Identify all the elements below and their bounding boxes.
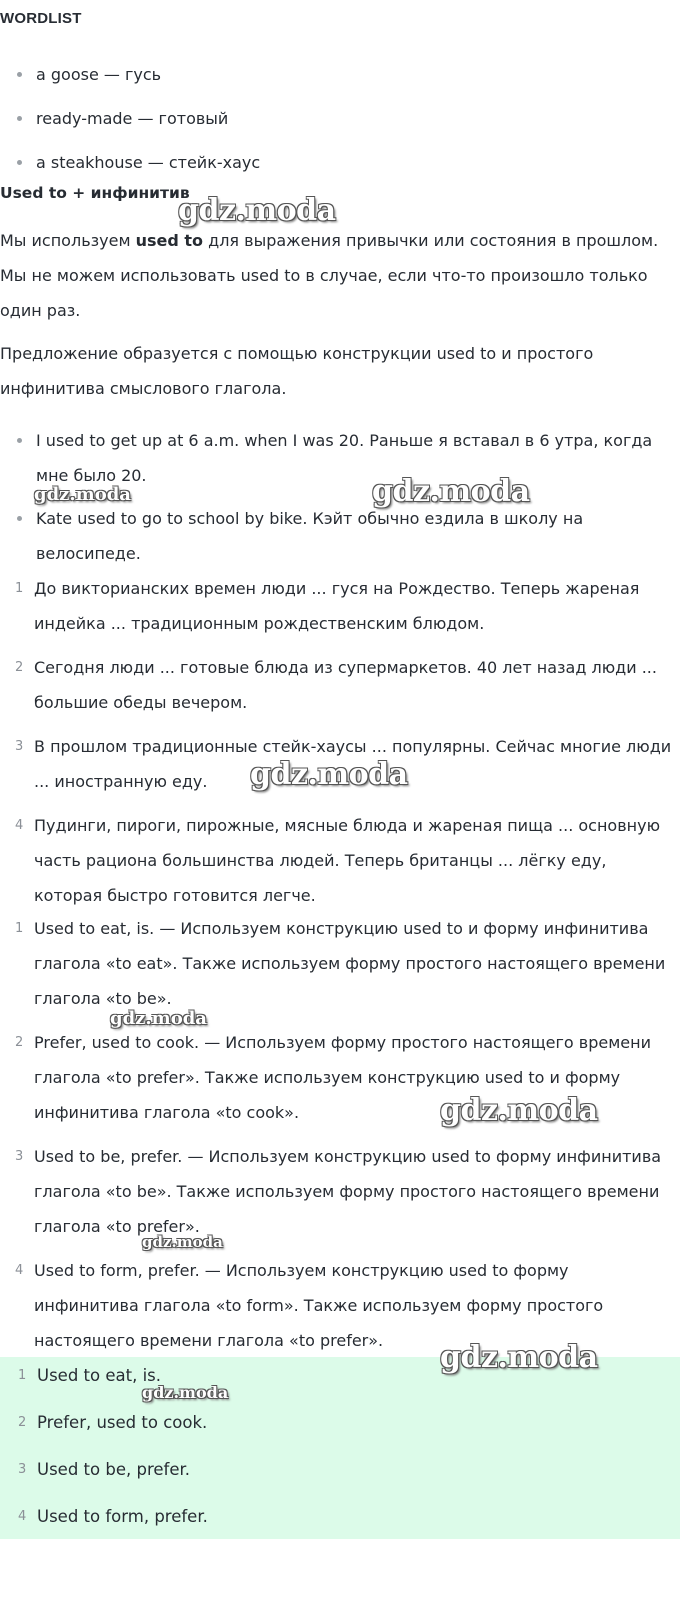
wordlist-item: a steakhouse — стейк-хаус bbox=[0, 145, 680, 180]
answer-item bbox=[3, 1499, 675, 1534]
rule-text: для выражения привычки или состояния в прошлом. Мы не можем использовать used to в случае, если что-то произошло только один раз. bbox=[0, 231, 659, 320]
task-item bbox=[0, 650, 672, 720]
watermark: gdz.moda bbox=[440, 1093, 598, 1128]
solution-text: Used to eat, is. — Используем конструкцию used to и форму инфинитива глагола «to eat». Также используем форму простого настоящего времени глагола «to be». bbox=[34, 919, 666, 1008]
item-number: 1 bbox=[18, 1368, 27, 1383]
answers-list bbox=[3, 1358, 675, 1546]
watermark: gdz.moda bbox=[178, 193, 336, 228]
watermark: gdz.moda bbox=[34, 484, 131, 505]
rule-paragraph bbox=[0, 223, 672, 328]
item-number: 1 bbox=[15, 581, 24, 596]
item-number: 3 bbox=[18, 1462, 27, 1477]
watermark: gdz.moda bbox=[250, 757, 408, 792]
item-number: 3 bbox=[15, 739, 24, 754]
solution-text: Used to be, prefer. — Используем конструкцию used to форму инфинитива глагола «to be». Также используем форму простого настоящего времени глагола «to prefer». bbox=[34, 1147, 662, 1236]
wordlist-item: ready-made — готовый bbox=[0, 101, 680, 136]
solution-item bbox=[0, 911, 672, 1016]
item-number: 1 bbox=[15, 921, 24, 936]
solution-text: Used to form, prefer. — Используем конструкцию used to форму инфинитива глагола «to form». Также используем форму простого настоящего времени глагола «to prefer». bbox=[34, 1261, 604, 1350]
answer-item bbox=[3, 1452, 675, 1487]
item-number: 3 bbox=[15, 1149, 24, 1164]
watermark: gdz.moda bbox=[372, 474, 530, 509]
task-item bbox=[0, 571, 672, 641]
answer-text: Prefer, used to cook. bbox=[37, 1413, 208, 1432]
answer-text: Used to form, prefer. bbox=[37, 1507, 208, 1526]
task-item bbox=[0, 808, 672, 913]
answer-text: Used to be, prefer. bbox=[37, 1460, 190, 1479]
item-number: 4 bbox=[15, 818, 24, 833]
item-number: 2 bbox=[15, 660, 24, 675]
rule-keyword: used to bbox=[135, 231, 204, 250]
watermark: gdz.moda bbox=[142, 1383, 229, 1402]
task-text: До викторианских времен люди ... гуся на Рождество. Теперь жареная индейка ... традиционным рождественским блюдом. bbox=[34, 579, 640, 633]
rule-paragraph: Предложение образуется с помощью конструкции used to и простого инфинитива смыслового глагола. bbox=[0, 344, 594, 398]
task-text: Сегодня люди ... готовые блюда из супермаркетов. 40 лет назад люди ... большие обеды вечером. bbox=[34, 658, 657, 712]
example-item: Kate used to go to school by bike. Кэйт обычно ездила в школу на велосипеде. bbox=[0, 501, 680, 571]
task-text: Пудинги, пироги, пирожные, мясные блюда и жареная пища ... основную часть рациона большинства людей. Теперь британцы ... лёгку еду, которая быстро готовится легче. bbox=[34, 816, 661, 905]
item-number: 2 bbox=[15, 1035, 24, 1050]
solutions-list bbox=[0, 911, 672, 1367]
task-text: В прошлом традиционные стейк-хаусы ... популярны. Сейчас многие люди ... иностранную еду. bbox=[34, 737, 672, 791]
solution-item bbox=[0, 1139, 672, 1244]
wordlist bbox=[0, 57, 680, 189]
watermark: gdz.moda bbox=[110, 1008, 207, 1029]
watermark: gdz.moda bbox=[142, 1233, 223, 1251]
tasks-list bbox=[0, 571, 672, 922]
item-number: 2 bbox=[18, 1415, 27, 1430]
item-number: 4 bbox=[18, 1509, 27, 1524]
item-number: 4 bbox=[15, 1263, 24, 1278]
rule-title: Used to + инфинитив bbox=[0, 184, 190, 202]
answer-item bbox=[3, 1405, 675, 1440]
watermark: gdz.moda bbox=[440, 1340, 598, 1375]
example-item: I used to get up at 6 a.m. when I was 20. Раньше я вставал в 6 утра, когда мне было 20. bbox=[0, 423, 680, 493]
wordlist-title: WORDLIST bbox=[0, 10, 82, 27]
rule-text: Мы используем bbox=[0, 231, 136, 250]
answer-text: Used to eat, is. bbox=[37, 1366, 161, 1385]
solution-text: Prefer, used to cook. — Используем форму простого настоящего времени глагола «to prefer». Также используем конструкцию used to и форму инфинитива глагола «to cook». bbox=[34, 1033, 651, 1122]
wordlist-item: a goose — гусь bbox=[0, 57, 680, 92]
